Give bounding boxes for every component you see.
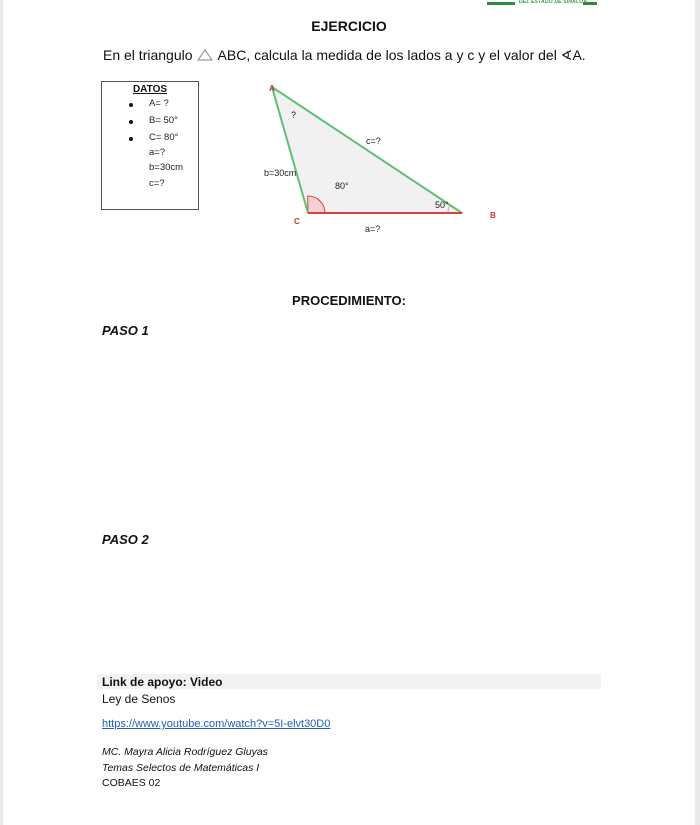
exercise-prompt [103, 47, 586, 64]
datos-item: b=30cm [149, 162, 184, 173]
video-link[interactable]: https://www.youtube.com/watch?v=5I-elvt30D0 [102, 718, 331, 730]
datos-title: DATOS [132, 84, 168, 95]
datos-item: B= 50° [149, 115, 178, 126]
vertex-b-label: B [490, 211, 496, 220]
vertex-c-label: C [294, 217, 300, 226]
document-page [3, 0, 695, 825]
page-title: EJERCICIO [311, 18, 387, 34]
support-link-label: Link de apoyo: Video [102, 675, 223, 689]
vertex-a-label: A [269, 84, 275, 93]
triangle-diagram [250, 80, 510, 240]
paso-1-heading: PASO 1 [102, 323, 149, 338]
datos-item: A= ? [149, 98, 169, 109]
side-b-label: b=30cm [264, 168, 297, 178]
datos-box [101, 81, 199, 210]
bullet-icon [129, 103, 133, 107]
triangle-icon [196, 48, 214, 62]
datos-item: C= 80° [149, 132, 179, 143]
support-link-subtitle: Ley de Senos [102, 692, 176, 706]
institution-logo [487, 0, 597, 8]
bullet-icon [129, 137, 133, 141]
datos-item: a=? [149, 147, 166, 158]
prompt-text-after: ABC, calcula la medida de los lados a y c y el valor del [217, 47, 557, 63]
paso-2-heading: PASO 2 [102, 532, 149, 547]
prompt-text-before: En el triangulo [103, 47, 193, 63]
angle-b-label: 50° [435, 200, 449, 210]
course-name: Temas Selectos de Matemáticas I [102, 762, 260, 774]
angle-c-label: 80° [335, 181, 349, 191]
angle-a-label: ? [291, 110, 297, 120]
side-c-label: c=? [366, 136, 381, 146]
procedimiento-heading: PROCEDIMIENTO: [292, 293, 406, 308]
school-name: COBAES 02 [102, 777, 161, 789]
logo-text: DEL ESTADO DE SINALOA [519, 0, 588, 5]
angle-icon: ∢ [560, 47, 573, 63]
prompt-text-end: A. [572, 47, 586, 63]
datos-item: c=? [149, 178, 165, 189]
bullet-icon [129, 120, 133, 124]
side-a-label: a=? [365, 224, 381, 234]
author-name: MC. Mayra Alicia Rodríguez Gluyas [102, 746, 268, 758]
logo-bar [487, 2, 515, 5]
